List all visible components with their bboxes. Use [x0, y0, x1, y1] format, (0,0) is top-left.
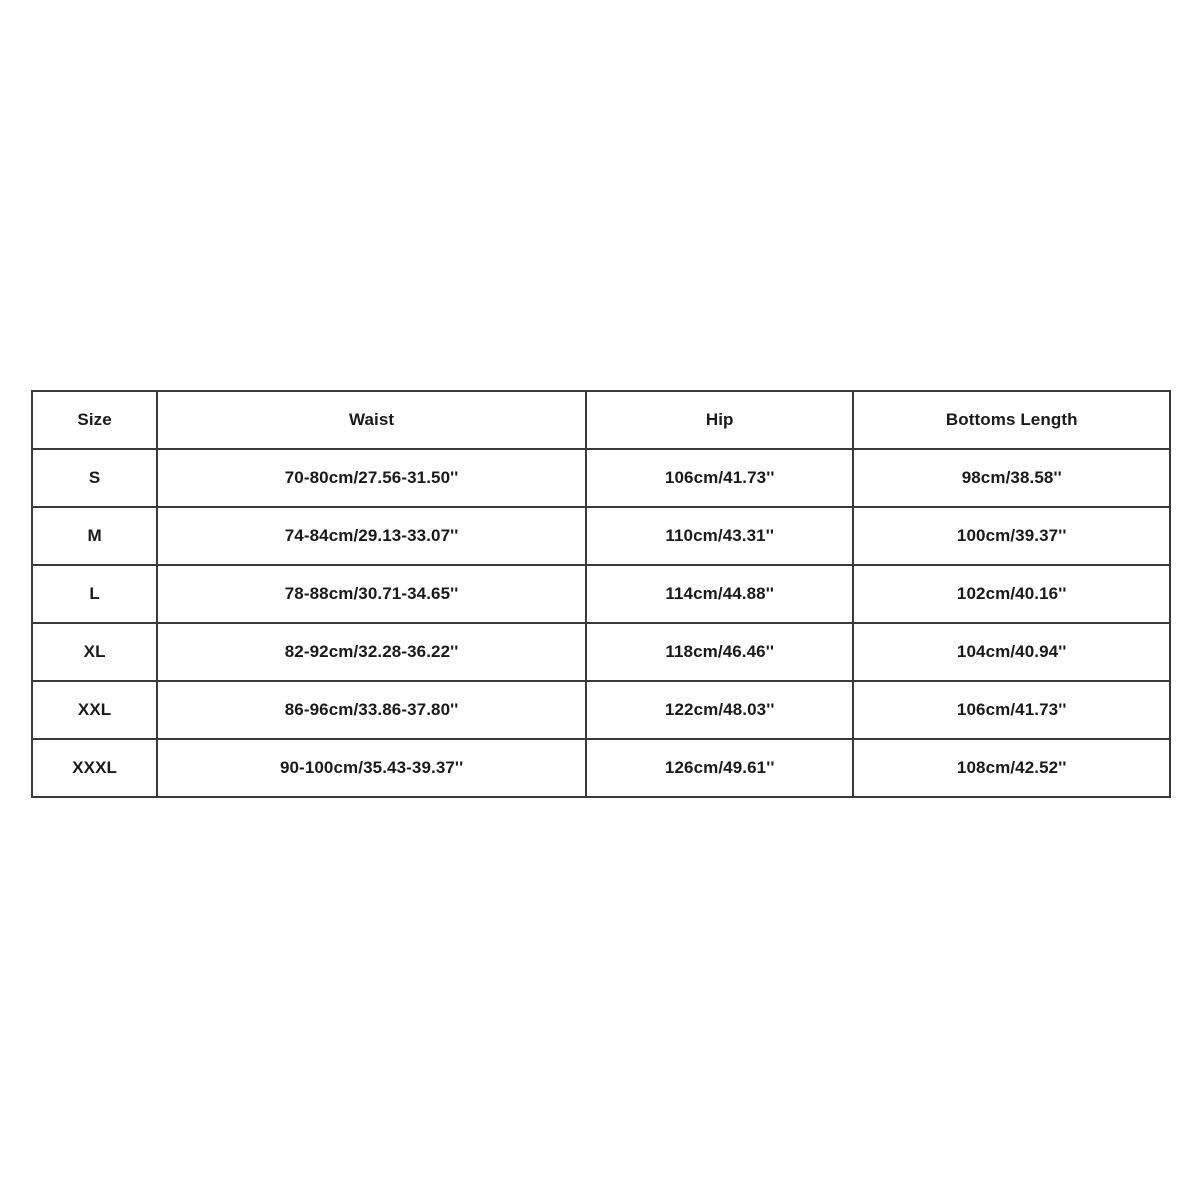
cell-hip: 106cm/41.73'' — [586, 449, 853, 507]
cell-bottoms-length: 102cm/40.16'' — [853, 565, 1170, 623]
cell-waist: 78-88cm/30.71-34.65'' — [157, 565, 586, 623]
header-hip: Hip — [586, 391, 853, 449]
header-row — [32, 391, 1170, 449]
cell-hip: 122cm/48.03'' — [586, 681, 853, 739]
header-bottoms-length: Bottoms Length — [853, 391, 1170, 449]
header-size: Size — [32, 391, 157, 449]
table-row — [32, 739, 1170, 797]
table-row — [32, 681, 1170, 739]
cell-size: M — [32, 507, 157, 565]
cell-hip: 126cm/49.61'' — [586, 739, 853, 797]
cell-size: S — [32, 449, 157, 507]
cell-size: XXXL — [32, 739, 157, 797]
table-body — [32, 449, 1170, 797]
cell-waist: 82-92cm/32.28-36.22'' — [157, 623, 586, 681]
table-row — [32, 449, 1170, 507]
header-waist: Waist — [157, 391, 586, 449]
cell-size: XXL — [32, 681, 157, 739]
cell-bottoms-length: 100cm/39.37'' — [853, 507, 1170, 565]
cell-hip: 110cm/43.31'' — [586, 507, 853, 565]
cell-bottoms-length: 98cm/38.58'' — [853, 449, 1170, 507]
cell-bottoms-length: 104cm/40.94'' — [853, 623, 1170, 681]
size-chart-table — [31, 390, 1171, 798]
cell-bottoms-length: 106cm/41.73'' — [853, 681, 1170, 739]
cell-waist: 86-96cm/33.86-37.80'' — [157, 681, 586, 739]
cell-waist: 70-80cm/27.56-31.50'' — [157, 449, 586, 507]
cell-waist: 90-100cm/35.43-39.37'' — [157, 739, 586, 797]
table-row — [32, 565, 1170, 623]
cell-hip: 114cm/44.88'' — [586, 565, 853, 623]
table-header — [32, 391, 1170, 449]
cell-bottoms-length: 108cm/42.52'' — [853, 739, 1170, 797]
cell-size: XL — [32, 623, 157, 681]
cell-waist: 74-84cm/29.13-33.07'' — [157, 507, 586, 565]
cell-size: L — [32, 565, 157, 623]
table-row — [32, 623, 1170, 681]
cell-hip: 118cm/46.46'' — [586, 623, 853, 681]
table-row — [32, 507, 1170, 565]
